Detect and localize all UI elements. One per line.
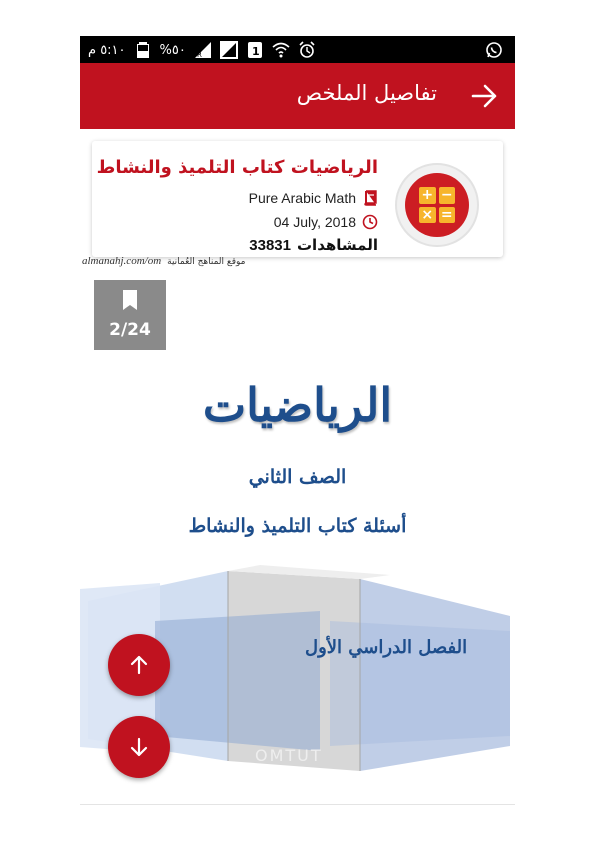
app-bar [80,63,515,129]
sim-icon [246,41,264,59]
site-watermark [82,255,245,267]
status-right [485,39,503,61]
subject-row [249,188,378,208]
watermark-url: almanahj.com/om [82,255,162,267]
arrow-right-icon[interactable] [469,81,499,111]
calculator-keys [419,187,455,223]
calc-key-minus: − [439,187,456,204]
scroll-up-button[interactable] [108,634,170,696]
document-logo: OMTUT [255,746,323,765]
views-count: 33831 [249,236,291,254]
bottom-divider [80,804,515,805]
signal-icon [194,41,212,59]
calculator-icon [395,163,479,247]
whatsapp-icon [485,41,503,59]
calculator-logo-circle [405,173,469,237]
bookmark-icon [122,290,138,310]
page-counter-label: 2/24 [109,320,151,340]
watermark-site-name: موقع المناهج العُمانية [167,257,246,267]
status-bar [80,36,515,63]
arrow-up-icon [127,653,151,677]
alarm-icon [298,41,316,59]
calc-key-plus: + [419,187,436,204]
calc-key-times: × [419,207,436,224]
publish-date: 04 July, 2018 [273,214,356,230]
status-left [88,39,316,61]
wifi-icon [272,41,290,59]
phone-screen [80,36,515,806]
document-grade: الصف الثاني [248,466,347,488]
app-bar-title: تفاصيل الملخص [296,81,437,105]
svg-text:1: 1 [251,45,260,58]
battery-percent: %٥٠ [159,42,186,58]
status-time: ٥:١٠ م [88,42,126,58]
views-label: المشاهدات [296,236,378,254]
calc-key-equals: = [439,207,456,224]
date-row [274,212,378,232]
subject-name: Pure Arabic Math [248,190,356,206]
book-icon [362,190,378,206]
views-row [249,235,378,255]
summary-card [92,141,503,257]
document-term: الفصل الدراسي الأول [305,637,468,658]
page-counter[interactable] [94,280,166,350]
scroll-down-button[interactable] [108,716,170,778]
battery-icon [134,41,152,59]
signal-icon [220,41,238,59]
summary-title: الرياضيات كتاب التلميذ والنشاط [96,157,378,178]
document-subtitle: أسئلة كتاب التلميذ والنشاط [188,515,407,537]
document-title: الرياضيات [202,378,393,432]
arrow-down-icon [127,735,151,759]
clock-icon [362,214,378,230]
svg-text:R: R [196,51,202,59]
